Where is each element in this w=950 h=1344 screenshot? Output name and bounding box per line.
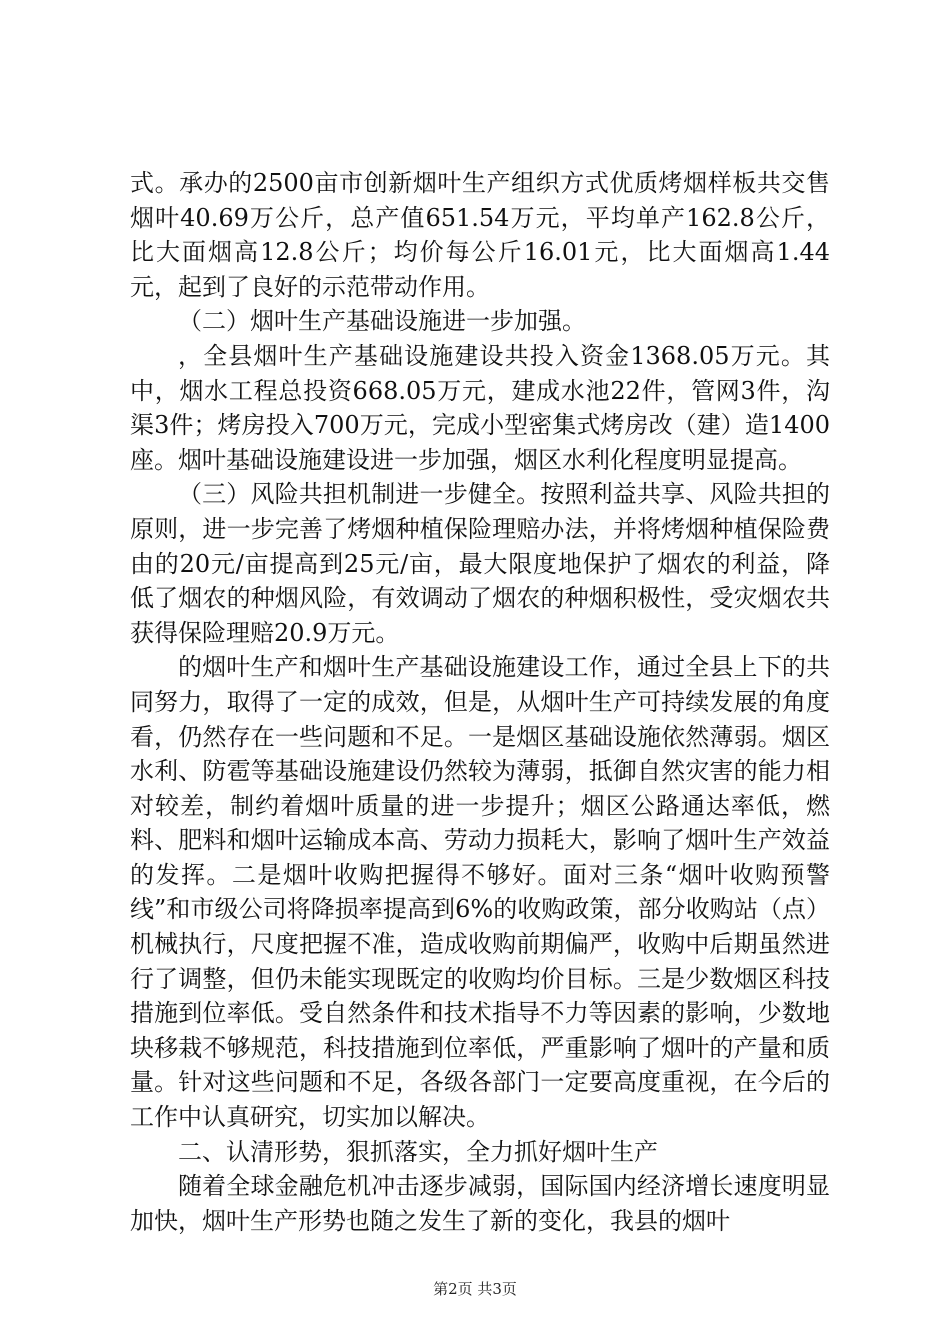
- document-body: [130, 166, 830, 1238]
- section-heading-infrastructure: （二）烟叶生产基础设施进一步加强。: [178, 307, 586, 336]
- paragraph-demo-results: 式。承办的2500亩市创新烟叶生产组织方式优质烤烟样板共交售烟叶40.69万公斤，总产值651.54万元，平均单产162.8公斤，比大面烟高12.8公斤；均价每公斤16.01元，比大面烟高1.44元，起到了良好的示范带动作用。: [130, 169, 830, 301]
- paragraph-infrastructure: ，全县烟叶生产基础设施建设共投入资金1368.05万元。其中，烟水工程总投资668.05万元，建成水池22件，管网3件，沟渠3件；烤房投入700万元，完成小型密集式烤房改（建）造1400座。烟叶基础设施建设进一步加强，烟区水利化程度明显提高。: [130, 341, 830, 474]
- paragraph-situation: 随着全球金融危机冲击逐步减弱，国际国内经济增长速度明显加快，烟叶生产形势也随之发生了新的变化，我县的烟叶: [130, 1172, 830, 1235]
- paragraph-problems: 的烟叶生产和烟叶生产基础设施建设工作，通过全县上下的共同努力，取得了一定的成效，但是，从烟叶生产可持续发展的角度看，仍然存在一些问题和不足。一是烟区基础设施依然薄弱。烟区水利、防雹等基础设施建设仍然较为薄弱，抵御自然灾害的能力相对较差，制约着烟叶质量的进一步提升；烟区公路通达率低，燃料、肥料和烟叶运输成本高、劳动力损耗大，影响了烟叶生产效益的发挥。二是烟叶收购把握得不够好。面对三条“烟叶收购预警线”和市级公司将降损率提高到6%的收购政策，部分收购站（点）机械执行，尺度把握不准，造成收购前期偏严，收购中后期虽然进行了调整，但仍未能实现既定的收购均价目标。三是少数烟区科技措施到位率低。受自然条件和技术指导不力等因素的影响，少数地块移栽不够规范，科技措施到位率低，严重影响了烟叶的产量和质量。针对这些问题和不足，各级各部门一定要高度重视，在今后的工作中认真研究，切实加以解决。: [130, 653, 830, 1132]
- page-number-footer: 第2页 共3页: [433, 1280, 517, 1298]
- section-heading-situation: 二、认清形势，狠抓落实，全力抓好烟叶生产: [178, 1137, 658, 1166]
- paragraph-risk-sharing: （三）风险共担机制进一步健全。按照利益共享、风险共担的原则，进一步完善了烤烟种植保险理赔办法，并将烤烟种植保险费由的20元/亩提高到25元/亩，最大限度地保护了烟农的利益，降低了烟农的种烟风险，有效调动了烟农的种烟积极性，受灾烟农共获得保险理赔20.9万元。: [130, 480, 830, 647]
